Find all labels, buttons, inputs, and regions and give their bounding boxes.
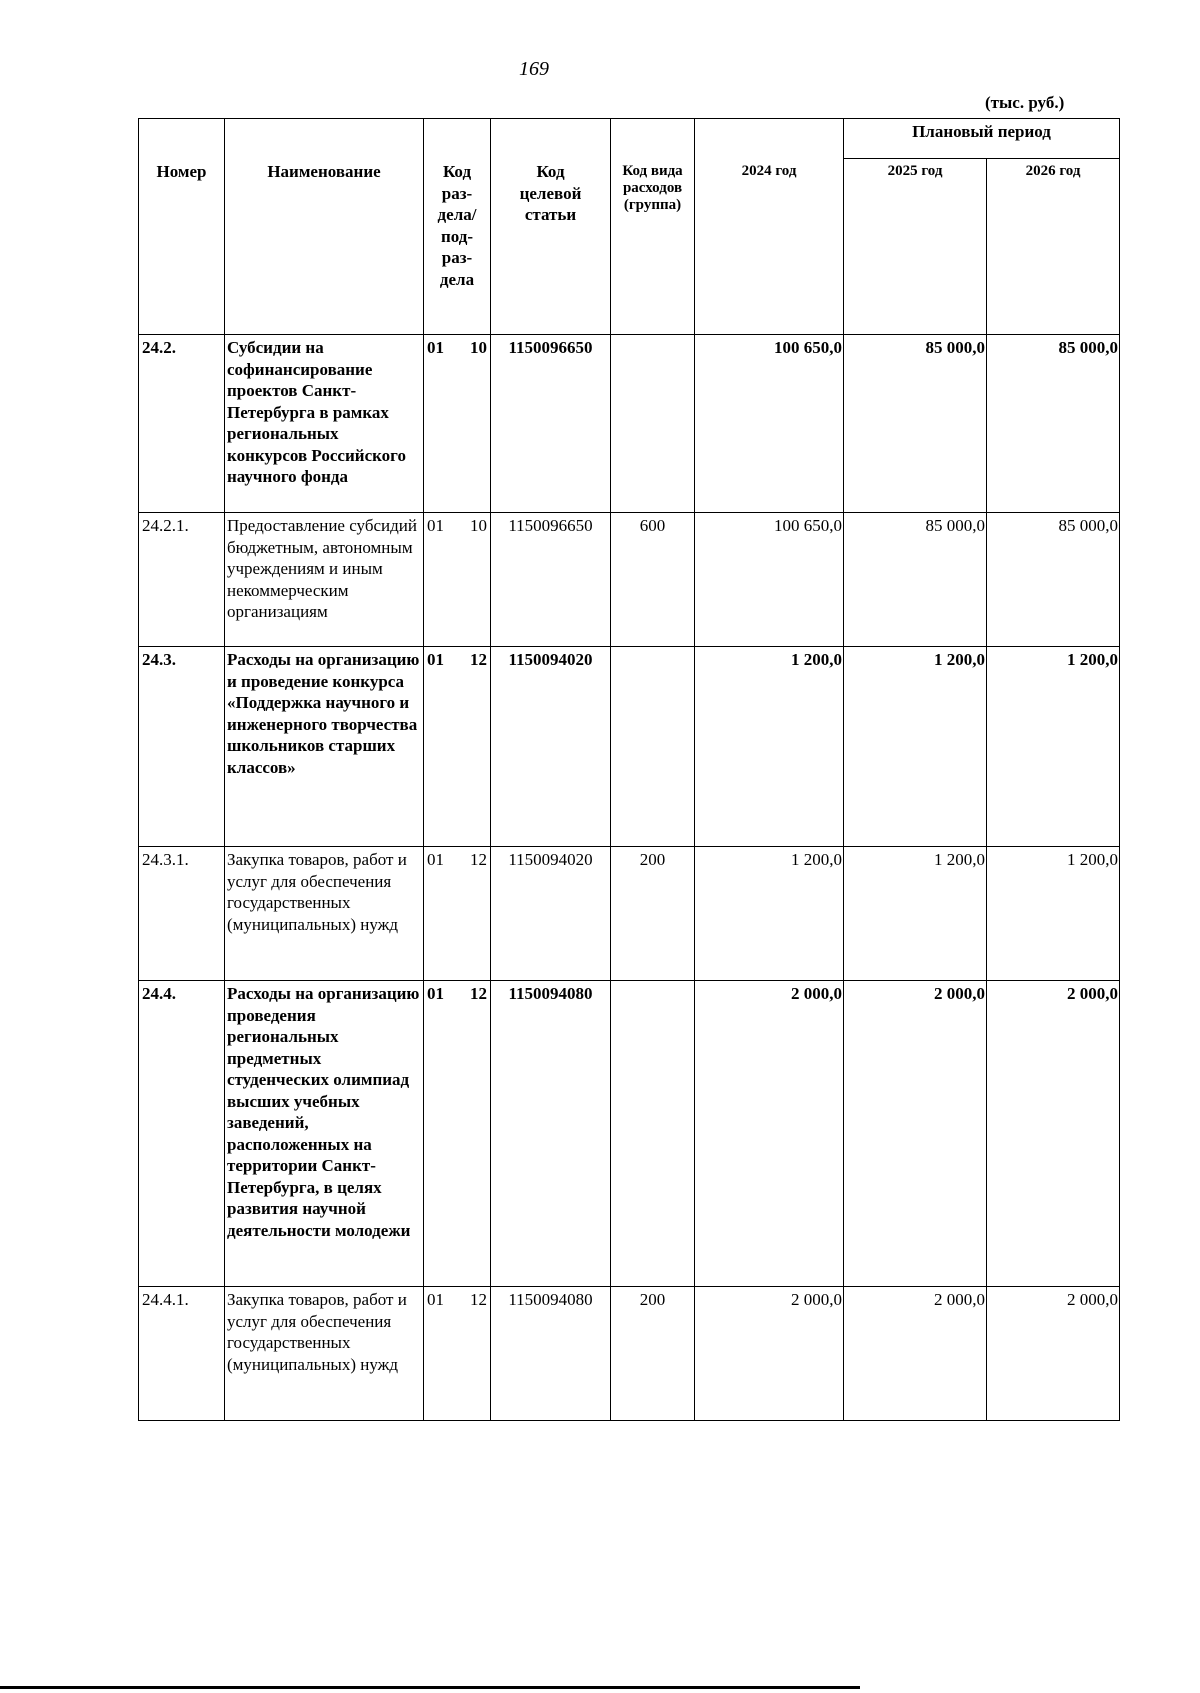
row-expense-type: 200: [611, 847, 695, 981]
row-section-code: [424, 981, 491, 1287]
page-bottom-rule: [0, 1686, 860, 1689]
row-section-code: [424, 647, 491, 847]
row-2026: 1 200,0: [987, 647, 1120, 847]
table-row: [139, 647, 1120, 847]
row-number: 24.2.: [139, 335, 225, 513]
row-2026: 85 000,0: [987, 335, 1120, 513]
row-2024: 100 650,0: [695, 335, 844, 513]
row-name: Закупка товаров, работ и услуг для обеспечения государственных (муниципальных) нужд: [225, 847, 424, 981]
header-number: Номер: [139, 119, 225, 335]
row-section-code: [424, 335, 491, 513]
table-row: [139, 513, 1120, 647]
row-expense-type: [611, 335, 695, 513]
subsection-code: 10: [470, 516, 487, 535]
row-2026: 2 000,0: [987, 981, 1120, 1287]
row-2025: 85 000,0: [844, 513, 987, 647]
row-2024: 1 200,0: [695, 647, 844, 847]
row-target-code: 1150094020: [491, 847, 611, 981]
budget-table: [138, 118, 1120, 1421]
row-target-code: 1150096650: [491, 513, 611, 647]
header-year-2025: 2025 год: [844, 159, 987, 335]
page-number: 169: [519, 58, 549, 80]
subsection-code: 12: [470, 650, 487, 669]
section-code: 01: [427, 850, 444, 869]
header-year-2024: 2024 год: [695, 119, 844, 335]
row-2024: 2 000,0: [695, 1287, 844, 1421]
table-row: [139, 335, 1120, 513]
row-2025: 2 000,0: [844, 1287, 987, 1421]
row-name: Закупка товаров, работ и услуг для обеспечения государственных (муниципальных) нужд: [225, 1287, 424, 1421]
row-2025: 1 200,0: [844, 847, 987, 981]
row-number: 24.4.1.: [139, 1287, 225, 1421]
subsection-code: 12: [470, 850, 487, 869]
units-label: (тыс. руб.): [985, 93, 1065, 112]
row-target-code: 1150094080: [491, 1287, 611, 1421]
row-name: Субсидии на софинансирование проектов Санкт-Петербурга в рамках региональных конкурсов Российского научного фонда: [225, 335, 424, 513]
row-2025: 2 000,0: [844, 981, 987, 1287]
row-name: Расходы на организацию проведения региональных предметных студенческих олимпиад высших учебных заведений, расположенных на территории Санкт-Петербурга, в целях развития научной деятельности молодежи: [225, 981, 424, 1287]
row-target-code: 1150096650: [491, 335, 611, 513]
section-code: 01: [427, 984, 444, 1003]
row-expense-type: [611, 647, 695, 847]
row-2026: 2 000,0: [987, 1287, 1120, 1421]
row-2024: 2 000,0: [695, 981, 844, 1287]
row-2026: 1 200,0: [987, 847, 1120, 981]
row-target-code: 1150094020: [491, 647, 611, 847]
row-2026: 85 000,0: [987, 513, 1120, 647]
header-name: Наименование: [225, 119, 424, 335]
row-2024: 1 200,0: [695, 847, 844, 981]
header-year-2026: 2026 год: [987, 159, 1120, 335]
row-name: Расходы на организацию и проведение конкурса «Поддержка научного и инженерного творчества школьников старших классов»: [225, 647, 424, 847]
section-code: 01: [427, 516, 444, 535]
row-number: 24.2.1.: [139, 513, 225, 647]
row-2025: 1 200,0: [844, 647, 987, 847]
row-expense-type: 600: [611, 513, 695, 647]
row-section-code: [424, 847, 491, 981]
row-expense-type: [611, 981, 695, 1287]
section-code: 01: [427, 1290, 444, 1309]
row-target-code: 1150094080: [491, 981, 611, 1287]
header-section-code: Код раз-дела/ под-раз-дела: [424, 119, 491, 335]
row-number: 24.4.: [139, 981, 225, 1287]
table-row: [139, 981, 1120, 1287]
section-code: 01: [427, 650, 444, 669]
header-planned-period: Плановый период: [844, 119, 1120, 159]
subsection-code: 10: [470, 338, 487, 357]
row-section-code: [424, 513, 491, 647]
section-code: 01: [427, 338, 444, 357]
row-2024: 100 650,0: [695, 513, 844, 647]
table-row: [139, 847, 1120, 981]
row-section-code: [424, 1287, 491, 1421]
row-number: 24.3.1.: [139, 847, 225, 981]
header-target-code: Код целевой статьи: [491, 119, 611, 335]
row-2025: 85 000,0: [844, 335, 987, 513]
table-row: [139, 1287, 1120, 1421]
header-expense-type: Код вида расходов (группа): [611, 119, 695, 335]
row-name: Предоставление субсидий бюджетным, автономным учреждениям и иным некоммерческим организациям: [225, 513, 424, 647]
row-expense-type: 200: [611, 1287, 695, 1421]
subsection-code: 12: [470, 1290, 487, 1309]
row-number: 24.3.: [139, 647, 225, 847]
subsection-code: 12: [470, 984, 487, 1003]
